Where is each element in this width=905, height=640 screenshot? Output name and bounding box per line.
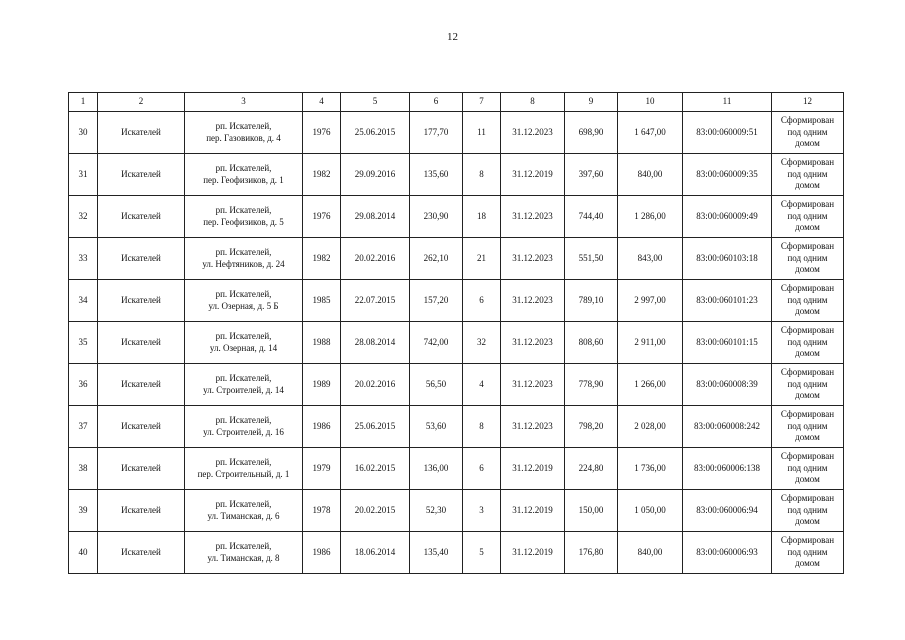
deadline: 31.12.2023 — [501, 364, 565, 406]
address-line: рп. Искателей, — [215, 499, 272, 510]
sum: 1 266,00 — [618, 364, 683, 406]
address — [185, 490, 303, 532]
status — [772, 406, 844, 448]
date: 28.08.2014 — [341, 322, 410, 364]
build-year: 1978 — [303, 490, 341, 532]
header-row — [69, 93, 844, 112]
locality: Искателей — [98, 154, 185, 196]
address-line: рп. Искателей, — [215, 331, 272, 342]
area-2: 224,80 — [565, 448, 618, 490]
status — [772, 280, 844, 322]
area: 742,00 — [410, 322, 463, 364]
area: 52,30 — [410, 490, 463, 532]
count: 3 — [463, 490, 501, 532]
count: 8 — [463, 154, 501, 196]
cadastral-number: 83:00:060009:35 — [683, 154, 772, 196]
table-row — [69, 448, 844, 490]
address — [185, 364, 303, 406]
sum: 1 736,00 — [618, 448, 683, 490]
column-header: 6 — [410, 93, 463, 112]
deadline: 31.12.2023 — [501, 406, 565, 448]
cadastral-number: 83:00:060008:39 — [683, 364, 772, 406]
address-line: рп. Искателей, — [215, 415, 272, 426]
status-line: Сформирован — [780, 282, 835, 293]
address — [185, 280, 303, 322]
build-year: 1982 — [303, 238, 341, 280]
status-line: домом — [795, 474, 820, 485]
area-2: 789,10 — [565, 280, 618, 322]
build-year: 1976 — [303, 112, 341, 154]
count: 4 — [463, 364, 501, 406]
page-number: 12 — [447, 31, 458, 43]
address — [185, 196, 303, 238]
date: 18.06.2014 — [341, 532, 410, 574]
column-header: 7 — [463, 93, 501, 112]
address-line: ул. Тиманская, д. 6 — [207, 510, 280, 521]
locality: Искателей — [98, 532, 185, 574]
build-year: 1982 — [303, 154, 341, 196]
sum: 2 997,00 — [618, 280, 683, 322]
status-line: под одним — [787, 294, 828, 305]
area-2: 397,60 — [565, 154, 618, 196]
cadastral-number: 83:00:060101:15 — [683, 322, 772, 364]
column-header: 11 — [683, 93, 772, 112]
table-row — [69, 322, 844, 364]
area-2: 551,50 — [565, 238, 618, 280]
row-number: 39 — [69, 490, 98, 532]
cadastral-number: 83:00:060006:138 — [683, 448, 772, 490]
row-number: 36 — [69, 364, 98, 406]
table-row — [69, 154, 844, 196]
table-row — [69, 532, 844, 574]
status — [772, 196, 844, 238]
area-2: 176,80 — [565, 532, 618, 574]
area: 177,70 — [410, 112, 463, 154]
column-header: 9 — [565, 93, 618, 112]
table-row — [69, 364, 844, 406]
deadline: 31.12.2019 — [501, 532, 565, 574]
status-line: домом — [795, 558, 820, 569]
locality: Искателей — [98, 406, 185, 448]
date: 20.02.2015 — [341, 490, 410, 532]
column-header: 10 — [618, 93, 683, 112]
row-number: 35 — [69, 322, 98, 364]
status-line: домом — [795, 348, 820, 359]
status-line: домом — [795, 432, 820, 443]
status-line: под одним — [787, 504, 828, 515]
address-line: ул. Нефтяников, д. 24 — [202, 258, 285, 269]
row-number: 30 — [69, 112, 98, 154]
address-line: пер. Строительный, д. 1 — [197, 468, 290, 479]
date: 25.06.2015 — [341, 406, 410, 448]
status-line: под одним — [787, 378, 828, 389]
count: 11 — [463, 112, 501, 154]
address-line: рп. Искателей, — [215, 289, 272, 300]
sum: 840,00 — [618, 532, 683, 574]
status-line: под одним — [787, 126, 828, 137]
count: 18 — [463, 196, 501, 238]
build-year: 1986 — [303, 406, 341, 448]
build-year: 1985 — [303, 280, 341, 322]
locality: Искателей — [98, 490, 185, 532]
row-number: 33 — [69, 238, 98, 280]
status — [772, 112, 844, 154]
status-line: домом — [795, 516, 820, 527]
row-number: 32 — [69, 196, 98, 238]
status-line: под одним — [787, 546, 828, 557]
locality: Искателей — [98, 364, 185, 406]
table-row — [69, 406, 844, 448]
deadline: 31.12.2023 — [501, 238, 565, 280]
status-line: Сформирован — [780, 114, 835, 125]
area: 135,40 — [410, 532, 463, 574]
table-row — [69, 238, 844, 280]
deadline: 31.12.2019 — [501, 490, 565, 532]
housing-registry-table — [68, 92, 844, 574]
date: 20.02.2016 — [341, 364, 410, 406]
sum: 2 911,00 — [618, 322, 683, 364]
area: 53,60 — [410, 406, 463, 448]
locality: Искателей — [98, 112, 185, 154]
locality: Искателей — [98, 196, 185, 238]
cadastral-number: 83:00:060006:94 — [683, 490, 772, 532]
address-line: пер. Газовиков, д. 4 — [206, 132, 281, 143]
address-line: рп. Искателей, — [215, 205, 272, 216]
area-2: 798,20 — [565, 406, 618, 448]
build-year: 1979 — [303, 448, 341, 490]
address-line: ул. Строителей, д. 16 — [203, 426, 284, 437]
status-line: под одним — [787, 210, 828, 221]
status — [772, 448, 844, 490]
deadline: 31.12.2023 — [501, 196, 565, 238]
area-2: 150,00 — [565, 490, 618, 532]
address-line: рп. Искателей, — [215, 373, 272, 384]
table-row — [69, 112, 844, 154]
count: 6 — [463, 280, 501, 322]
deadline: 31.12.2023 — [501, 280, 565, 322]
status-line: домом — [795, 138, 820, 149]
column-header: 3 — [185, 93, 303, 112]
address — [185, 112, 303, 154]
status-line: Сформирован — [780, 156, 835, 167]
status — [772, 532, 844, 574]
status-line: домом — [795, 264, 820, 275]
sum: 1 647,00 — [618, 112, 683, 154]
status-line: Сформирован — [780, 492, 835, 503]
address — [185, 406, 303, 448]
sum: 840,00 — [618, 154, 683, 196]
cadastral-number: 83:00:060006:93 — [683, 532, 772, 574]
area: 262,10 — [410, 238, 463, 280]
deadline: 31.12.2019 — [501, 448, 565, 490]
row-number: 37 — [69, 406, 98, 448]
deadline: 31.12.2023 — [501, 112, 565, 154]
date: 20.02.2016 — [341, 238, 410, 280]
deadline: 31.12.2023 — [501, 322, 565, 364]
deadline: 31.12.2019 — [501, 154, 565, 196]
table-row — [69, 196, 844, 238]
column-header: 12 — [772, 93, 844, 112]
area: 135,60 — [410, 154, 463, 196]
build-year: 1988 — [303, 322, 341, 364]
address — [185, 448, 303, 490]
column-header: 5 — [341, 93, 410, 112]
area: 230,90 — [410, 196, 463, 238]
status — [772, 364, 844, 406]
date: 22.07.2015 — [341, 280, 410, 322]
status — [772, 238, 844, 280]
sum: 2 028,00 — [618, 406, 683, 448]
address — [185, 238, 303, 280]
area-2: 808,60 — [565, 322, 618, 364]
address — [185, 322, 303, 364]
status-line: домом — [795, 390, 820, 401]
row-number: 40 — [69, 532, 98, 574]
count: 6 — [463, 448, 501, 490]
column-header: 1 — [69, 93, 98, 112]
address-line: ул. Строителей, д. 14 — [203, 384, 284, 395]
address-line: ул. Озерная, д. 5 Б — [208, 300, 279, 311]
status-line: под одним — [787, 420, 828, 431]
row-number: 34 — [69, 280, 98, 322]
locality: Искателей — [98, 238, 185, 280]
date: 29.08.2014 — [341, 196, 410, 238]
status-line: Сформирован — [780, 534, 835, 545]
locality: Искателей — [98, 448, 185, 490]
address-line: ул. Озерная, д. 14 — [209, 342, 278, 353]
status-line: Сформирован — [780, 450, 835, 461]
address — [185, 154, 303, 196]
address-line: рп. Искателей, — [215, 163, 272, 174]
count: 5 — [463, 532, 501, 574]
area: 157,20 — [410, 280, 463, 322]
status-line: под одним — [787, 252, 828, 263]
cadastral-number: 83:00:060008:242 — [683, 406, 772, 448]
address-line: рп. Искателей, — [215, 457, 272, 468]
row-number: 31 — [69, 154, 98, 196]
table-row — [69, 280, 844, 322]
status-line: Сформирован — [780, 324, 835, 335]
column-header: 2 — [98, 93, 185, 112]
status-line: Сформирован — [780, 240, 835, 251]
status — [772, 322, 844, 364]
row-number: 38 — [69, 448, 98, 490]
area-2: 698,90 — [565, 112, 618, 154]
table-row — [69, 490, 844, 532]
date: 29.09.2016 — [341, 154, 410, 196]
build-year: 1986 — [303, 532, 341, 574]
column-header: 4 — [303, 93, 341, 112]
status-line: под одним — [787, 336, 828, 347]
cadastral-number: 83:00:060101:23 — [683, 280, 772, 322]
address-line: пер. Геофизиков, д. 1 — [203, 174, 284, 185]
sum: 1 286,00 — [618, 196, 683, 238]
address-line: рп. Искателей, — [215, 247, 272, 258]
address-line: пер. Геофизиков, д. 5 — [203, 216, 284, 227]
date: 25.06.2015 — [341, 112, 410, 154]
status-line: под одним — [787, 168, 828, 179]
build-year: 1989 — [303, 364, 341, 406]
area: 136,00 — [410, 448, 463, 490]
status-line: домом — [795, 222, 820, 233]
count: 32 — [463, 322, 501, 364]
build-year: 1976 — [303, 196, 341, 238]
sum: 1 050,00 — [618, 490, 683, 532]
status-line: домом — [795, 306, 820, 317]
status-line: под одним — [787, 462, 828, 473]
locality: Искателей — [98, 280, 185, 322]
address-line: рп. Искателей, — [215, 121, 272, 132]
count: 8 — [463, 406, 501, 448]
status-line: домом — [795, 180, 820, 191]
status — [772, 490, 844, 532]
column-header: 8 — [501, 93, 565, 112]
area-2: 778,90 — [565, 364, 618, 406]
address — [185, 532, 303, 574]
status-line: Сформирован — [780, 198, 835, 209]
sum: 843,00 — [618, 238, 683, 280]
area: 56,50 — [410, 364, 463, 406]
locality: Искателей — [98, 322, 185, 364]
status — [772, 154, 844, 196]
cadastral-number: 83:00:060103:18 — [683, 238, 772, 280]
count: 21 — [463, 238, 501, 280]
cadastral-number: 83:00:060009:51 — [683, 112, 772, 154]
cadastral-number: 83:00:060009:49 — [683, 196, 772, 238]
address-line: рп. Искателей, — [215, 541, 272, 552]
area-2: 744,40 — [565, 196, 618, 238]
status-line: Сформирован — [780, 408, 835, 419]
date: 16.02.2015 — [341, 448, 410, 490]
address-line: ул. Тиманская, д. 8 — [207, 552, 280, 563]
status-line: Сформирован — [780, 366, 835, 377]
